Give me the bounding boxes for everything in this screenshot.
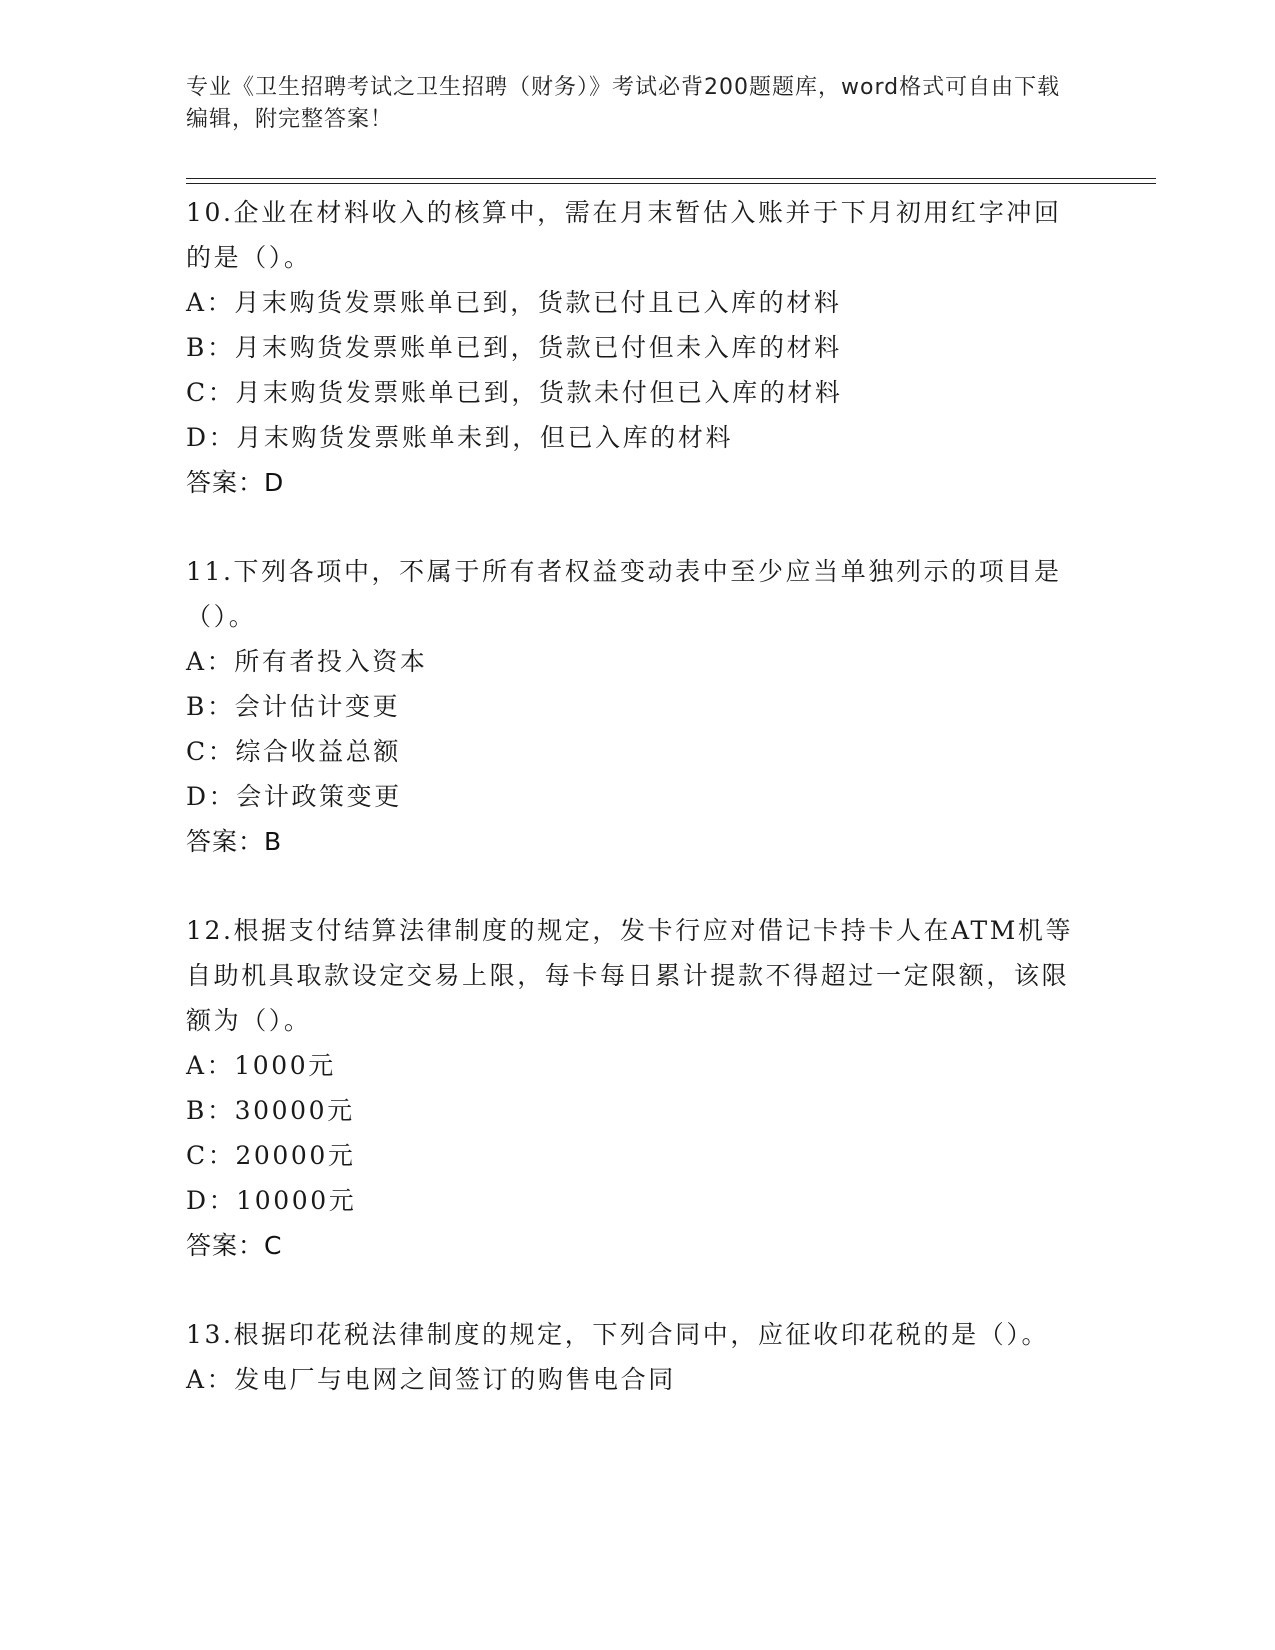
- option-a: A：月末购货发票账单已到，货款已付且已入库的材料: [186, 288, 842, 317]
- question-stem: 13.根据印花税法律制度的规定，下列合同中，应征收印花税的是（）。: [186, 1320, 1050, 1349]
- question-list: [186, 190, 1086, 1446]
- answer: 答案：D: [186, 468, 285, 497]
- option-c: C：20000元: [186, 1141, 356, 1170]
- question-stem: 12.根据支付结算法律制度的规定，发卡行应对借记卡持卡人在ATM机等自助机具取款设定交易上限，每卡每日累计提款不得超过一定限额，该限额为（）。: [186, 916, 1074, 1035]
- question-10: [186, 190, 1086, 505]
- header-divider-bottom: [186, 183, 1156, 184]
- option-b: B：30000元: [186, 1096, 355, 1125]
- question-12: [186, 908, 1086, 1268]
- answer: 答案：C: [186, 1231, 283, 1260]
- question-13: [186, 1312, 1086, 1402]
- header-divider-top: [186, 178, 1156, 179]
- answer: 答案：B: [186, 827, 283, 856]
- option-b: B：月末购货发票账单已到，货款已付但未入库的材料: [186, 333, 842, 362]
- option-c: C：综合收益总额: [186, 737, 401, 766]
- question-stem: 10.企业在材料收入的核算中，需在月末暂估入账并于下月初用红字冲回的是（）。: [186, 198, 1062, 272]
- document-header: 专业《卫生招聘考试之卫生招聘（财务）》考试必背200题题库，word格式可自由下载编辑，附完整答案！: [186, 75, 1061, 132]
- option-a: A：所有者投入资本: [186, 647, 428, 676]
- option-d: D：月末购货发票账单未到，但已入库的材料: [186, 423, 734, 452]
- option-a: A：发电厂与电网之间签订的购售电合同: [186, 1365, 676, 1394]
- option-c: C：月末购货发票账单已到，货款未付但已入库的材料: [186, 378, 843, 407]
- question-11: [186, 549, 1086, 864]
- question-stem: 11.下列各项中，不属于所有者权益变动表中至少应当单独列示的项目是（）。: [186, 557, 1062, 631]
- option-b: B：会计估计变更: [186, 692, 401, 721]
- option-d: D：会计政策变更: [186, 782, 402, 811]
- option-d: D：10000元: [186, 1186, 357, 1215]
- option-a: A：1000元: [186, 1051, 336, 1080]
